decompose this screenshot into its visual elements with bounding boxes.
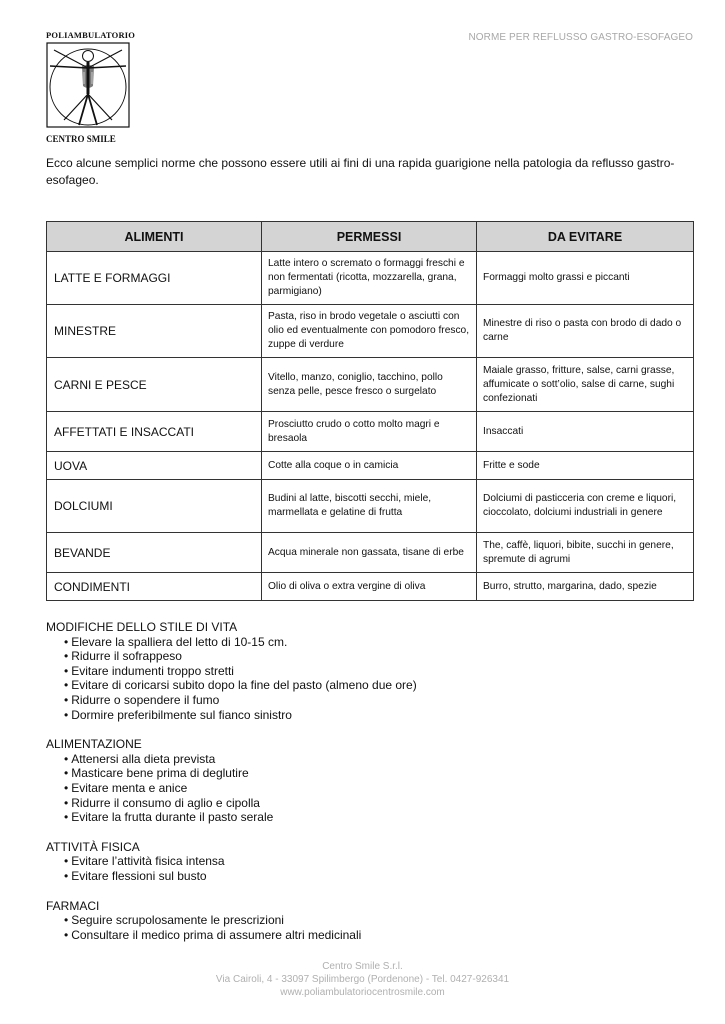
vitruvian-man-logo [46,42,130,128]
list-item: • Dormire preferibilmente sul fianco sinistro [64,708,686,723]
avoid-cell: Formaggi molto grassi e piccanti [477,252,694,305]
food-guidelines-table [46,221,694,601]
intro-paragraph: Ecco alcune semplici norme che possono essere utili ai fini di una rapida guarigione nella patologia da reflusso gastro-esofageo. [46,156,675,187]
avoid-cell: Maiale grasso, fritture, salse, carni grasse, affumicate o sott’olio, salse di carne, sughi confezionati [477,358,694,412]
allowed-cell: Pasta, riso in brodo vegetale o asciutti con olio ed eventualmente con pomodoro fresco, zuppe di verdure [262,305,477,358]
document-title: NORME PER REFLUSSO GASTRO-ESOFAGEO [468,32,693,43]
list-item: • Consultare il medico prima di assumere altri medicinali [64,928,686,943]
bullet-list [46,854,686,883]
allowed-cell: Prosciutto crudo o cotto molto magri e bresaola [262,412,477,452]
table-row [47,533,694,573]
list-item: • Ridurre o sopendere il fumo [64,693,686,708]
bullet-list [46,635,686,723]
list-item: • Evitare di coricarsi subito dopo la fine del pasto (almeno due ore) [64,678,686,693]
section-lifestyle [46,620,686,722]
column-header-allowed: PERMESSI [262,222,477,252]
avoid-cell: The, caffè, liquori, bibite, succhi in genere, spremute di agrumi [477,533,694,573]
avoid-cell: Fritte e sode [477,452,694,480]
allowed-cell: Olio di oliva o extra vergine di oliva [262,573,477,601]
allowed-cell: Latte intero o scremato o formaggi freschi e non fermentati (ricotta, mozzarella, grana, parmigiano) [262,252,477,305]
section-physical-activity [46,840,686,884]
category-cell: AFFETTATI E INSACCATI [47,412,262,452]
category-cell: CARNI E PESCE [47,358,262,412]
category-cell: BEVANDE [47,533,262,573]
list-item: • Evitare la frutta durante il pasto serale [64,810,686,825]
footer-company: Centro Smile S.r.l. [322,961,403,972]
allowed-cell: Acqua minerale non gassata, tisane di erbe [262,533,477,573]
avoid-cell: Dolciumi di pasticceria con creme e liquori, cioccolato, dolciumi industriali in genere [477,480,694,533]
section-title: ALIMENTAZIONE [46,737,142,752]
category-cell: LATTE E FORMAGGI [47,252,262,305]
table-row [47,358,694,412]
list-item: • Evitare l’attività fisica intensa [64,854,686,869]
section-title: FARMACI [46,898,100,913]
brand-name-top: POLIAMBULATORIO [46,30,136,40]
list-item: • Ridurre il sofrappeso [64,649,686,664]
table-row [47,573,694,601]
table-row [47,452,694,480]
list-item: • Masticare bene prima di deglutire [64,766,686,781]
list-item: • Evitare menta e anice [64,781,686,796]
footer-address: Via Cairoli, 4 - 33097 Spilimbergo (Pordenone) - Tel. 0427-926341 [215,974,510,985]
avoid-cell: Burro, strutto, margarina, dado, spezie [477,573,694,601]
page-footer [0,960,725,999]
allowed-cell: Vitello, manzo, coniglio, tacchino, pollo senza pelle, pesce fresco o surgelato [262,358,477,412]
category-cell: UOVA [47,452,262,480]
allowed-cell: Cotte alla coque o in camicia [262,452,477,480]
table-row [47,252,694,305]
brand-name-bottom: CENTRO SMILE [46,134,116,144]
bullet-list [46,913,686,942]
column-header-avoid: DA EVITARE [477,222,694,252]
section-title: MODIFICHE DELLO STILE DI VITA [46,620,238,634]
list-item: • Evitare indumenti troppo stretti [64,664,686,679]
list-item: • Ridurre il consumo di aglio e cipolla [64,796,686,811]
table-row [47,305,694,358]
category-cell: MINESTRE [47,305,262,358]
table-row [47,480,694,533]
category-cell: CONDIMENTI [47,573,262,601]
bullet-list [46,752,686,825]
category-cell: DOLCIUMI [47,480,262,533]
section-diet [46,737,686,825]
list-item: • Elevare la spalliera del letto di 10-15 cm. [64,635,686,650]
table-row [47,412,694,452]
list-item: • Evitare flessioni sul busto [64,869,686,884]
section-drugs [46,899,686,943]
allowed-cell: Budini al latte, biscotti secchi, miele, marmellata e gelatine di frutta [262,480,477,533]
column-header-foods: ALIMENTI [47,222,262,252]
avoid-cell: Minestre di riso o pasta con brodo di dado o carne [477,305,694,358]
list-item: • Attenersi alla dieta prevista [64,752,686,767]
avoid-cell: Insaccati [477,412,694,452]
section-title: ATTIVITÀ FISICA [46,839,140,854]
list-item: • Seguire scrupolosamente le prescrizioni [64,913,686,928]
table-header-row [47,222,694,252]
recommendations [46,620,686,957]
footer-website: www.poliambulatoriocentrosmile.com [280,987,445,998]
